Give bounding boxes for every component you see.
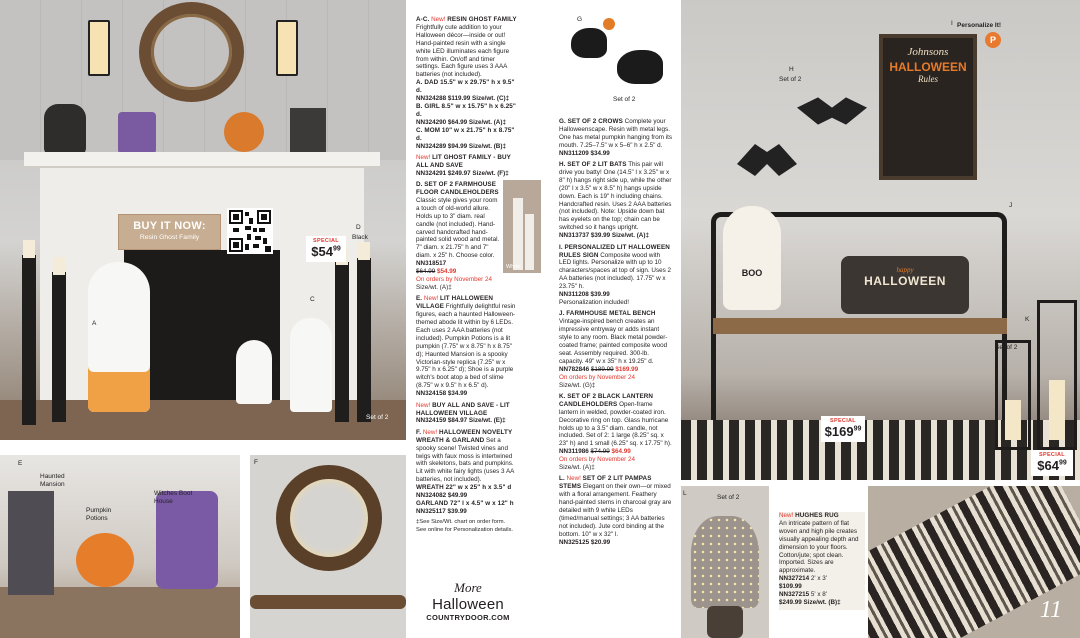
item-desc: Vintage-inspired bench creates an impressive entryway or adds instant style to any room. Black metal powder-coated frame; painted composite wood seat. Assembly required. 300-lb. capacity. 49" w x 35" h x 19.25" d.: [559, 318, 668, 365]
candle: [53, 257, 65, 275]
candleholder-black-right-2: [357, 258, 371, 422]
more-label: More: [454, 580, 482, 595]
item-title: SET OF 2 FARMHOUSE FLOOR CANDLEHOLDERS: [416, 181, 499, 197]
crow-figure-2: [617, 50, 663, 84]
bench-room-photo: [681, 0, 1080, 480]
sale-price: $54.99: [437, 268, 457, 276]
rug-size: 5' x 8': [810, 591, 827, 599]
item-letter: F.: [416, 428, 422, 436]
new-tag: New!: [566, 475, 581, 483]
fireplace-photo: [0, 0, 406, 440]
item-letter: K.: [559, 392, 566, 400]
halloween-label: Halloween: [432, 596, 504, 613]
item-desc: Set a spooky scene! Twisted vines and twigs with faux moss is intertwined with skeletons, bats and pumpkins. Lit with white fairy lights (uses 3 AA batteries, not included).: [416, 436, 514, 484]
item-letter: H.: [559, 161, 566, 169]
label-set-of-2-lanterns: Set of 2: [995, 344, 1018, 351]
ghost-girl: [236, 340, 272, 404]
old-price: $64.99: [416, 268, 436, 276]
bench-seat: [713, 318, 1007, 334]
buy-it-now-sub: Resin Ghost Family: [139, 234, 200, 241]
item-price: NN311209 $34.99: [559, 149, 610, 157]
wall-sconce-right: [276, 20, 298, 76]
label-set-of-2: Set of 2: [366, 414, 389, 421]
item-letter: D.: [416, 181, 423, 189]
label-d: D: [356, 224, 361, 231]
product-column-2: [559, 118, 673, 550]
new-tag: New!: [431, 16, 446, 23]
item-desc: Classic style gives your room a touch of old-world allure. Holds up to 3" diam. real candle (not included). Hand-carved handcrafted hand-painted solid wood and metal. 7" diam. x 21.75" h and 7" diam. x 25" h. Choose color.: [416, 196, 500, 260]
item-price: NN313737 $39.99 Size/wt. (A)‡: [559, 232, 649, 240]
novelty-wreath: [276, 465, 382, 571]
new-tag: New!: [422, 428, 438, 436]
candle: [1005, 400, 1021, 440]
pillow-text: HALLOWEEN: [864, 274, 946, 288]
item-desc: Elegant on their own—or mixed with a floral arrangement. Feathery hand-painted stems in charcoal gray are detailed with 9 white LEDs (timed/manual settings; 3 AA batteries not included). Jute cord binding at the bottom. 10" w x 32" l.: [559, 483, 672, 538]
halloween-pillow: [841, 256, 969, 314]
ghost-dad: [88, 262, 150, 412]
item-title: SET OF 2 CROWS: [567, 118, 623, 125]
special-price-cents: 99: [1058, 459, 1067, 467]
buy-it-now-callout[interactable]: [118, 214, 221, 250]
sign-title: HALLOWEEN: [889, 60, 967, 74]
item-sku: NN318517: [416, 260, 447, 268]
footnote-personalize: See online for Personalization details.: [416, 527, 513, 534]
item-desc: Frightfully cute addition to your Halloween décor—inside or out! Hand-painted resin with a single white LED illuminates each figure from within. On/off and timer settings. Each figure uses 3 AAA batteries (not included).: [416, 23, 510, 79]
new-tag: New!: [779, 512, 794, 519]
item-price: NN324291 $249.97 Size/wt. (F)‡: [416, 169, 509, 177]
variant-line: WREATH 22" w x 25" h x 3.5" d: [416, 484, 512, 492]
special-label: SPECIAL: [830, 418, 856, 424]
special-price-badge: [821, 416, 865, 442]
item-sku: NN327215: [779, 591, 810, 599]
order-deadline: On orders by November 24: [559, 373, 635, 381]
label-e: E: [18, 460, 23, 467]
label-haunted: Haunted Mansion: [40, 473, 65, 488]
item-price: $249.99 Size/wt. (B)‡: [779, 598, 841, 606]
item-title: HALLOWEEN NOVELTY WREATH & GARLAND: [416, 428, 513, 444]
pampas-stems: [691, 516, 759, 608]
garland: [250, 595, 406, 609]
item-desc: Open-frame lantern in welded, powder-coated iron. Decorative ring on top. Glass hurricane holds up to a 3.5" diam. candle, not included. Set of 2: 1 large (8.25" sq. x 23" h) and 1 small (6.25" sq. x 17.75" h).: [559, 400, 672, 448]
variant-price: NN324288 $119.99 Size/wt. (C)‡: [416, 95, 510, 103]
label-pumpkin: Pumpkin Potions: [86, 507, 112, 522]
variant-line: C. MOM 10" w x 21.75" h x 8.75" d.: [416, 126, 515, 142]
item-letter: G.: [559, 118, 566, 125]
wall-sconce-left: [88, 20, 110, 76]
variant-line: B. GIRL 8.5" w x 15.75" h x 6.25" d.: [416, 102, 516, 118]
site-link[interactable]: COUNTRYDOOR.COM: [426, 613, 510, 622]
rug-size: 2' x 3': [810, 575, 827, 583]
new-tag: New!: [416, 401, 431, 409]
mantel-shelf: [24, 152, 380, 168]
variant-line: GARLAND 72" l x 4.5" w x 12" h: [416, 499, 514, 507]
bat-upright: [797, 94, 867, 128]
mantel-haunted-house: [290, 108, 326, 154]
old-price: $74.99: [590, 448, 610, 456]
village-photo: [0, 455, 240, 638]
size-weight: Size/wt. (A)‡: [559, 464, 595, 472]
item-price: NN325125 $20.99: [559, 538, 611, 546]
item-title: RESIN GHOST FAMILY: [447, 16, 517, 23]
new-tag: New!: [423, 295, 439, 303]
candle: [1049, 380, 1065, 440]
variant-price: NN324082 $49.99: [416, 492, 468, 500]
sale-price: $64.99: [611, 448, 631, 456]
special-price-badge: [1031, 450, 1073, 476]
crow-pumpkin: [603, 18, 615, 30]
item-letter: A-C.: [416, 16, 430, 23]
item-title: SET OF 2 LIT BATS: [567, 161, 627, 169]
label-c: C: [310, 296, 315, 303]
special-price: $54: [311, 243, 333, 259]
item-title: HUGHES RUG: [795, 512, 839, 519]
item-price: $109.99: [779, 583, 802, 591]
candleholder-black-left-2: [52, 272, 66, 422]
size-weight: Size/wt. (G)‡: [559, 381, 596, 389]
item-title: BUY ALL AND SAVE - LIT HALLOWEEN VILLAGE: [416, 401, 510, 417]
label-j: J: [1009, 202, 1013, 209]
label-g: G: [577, 16, 583, 23]
more-halloween-block[interactable]: [416, 580, 520, 622]
pillow-small-text: happy: [896, 266, 914, 274]
item-desc: An intricate pattern of flat woven and high pile creates visually appealing depth and dimension to your floors. Cotton/jute; spot clean. Imported. Sizes are approximate.: [779, 519, 859, 575]
sale-price: $169.99: [615, 365, 639, 373]
label-k: K: [1025, 316, 1030, 323]
special-label: SPECIAL: [313, 238, 339, 244]
size-weight: Size/wt. (A)‡: [416, 283, 452, 291]
item-title: LIT GHOST FAMILY - BUY ALL AND SAVE: [416, 153, 511, 169]
candleholders-white-photo: [503, 180, 541, 273]
footnote-size: ‡See Size/Wt. chart on order form.: [416, 519, 506, 526]
mantel-house-figure: [118, 112, 156, 154]
halloween-rules-sign: [879, 34, 977, 180]
item-title: FARMHOUSE METAL BENCH: [566, 310, 656, 318]
item-desc: Composite wood with LED lights. Personalize with up to 10 characters/spaces at top of sign. Uses 2 AA batteries (not included). 17.75" w x 23.75" h.: [559, 251, 672, 291]
special-label: SPECIAL: [1039, 452, 1065, 458]
haunted-mansion-figure: [8, 491, 54, 595]
variant-price: NN324289 $94.99 Size/wt. (B)‡: [416, 142, 506, 150]
personalize-icon: P: [985, 32, 1001, 48]
candleholder-white: [513, 198, 523, 270]
item-letter: L.: [559, 475, 565, 483]
special-price-cents: 99: [853, 425, 862, 433]
variant-price: NN325117 $39.99: [416, 507, 467, 515]
ghost-mom: [290, 318, 332, 412]
item-title: SET OF 2 LIT PAMPAS STEMS: [559, 475, 652, 491]
variant-line: A. DAD 15.5" w x 29.75" h x 9.5" d.: [416, 79, 515, 95]
sign-rules: Rules: [918, 74, 938, 84]
special-price-badge: [306, 236, 346, 262]
label-witches: Witches Boot House: [154, 490, 193, 505]
item-desc: Complete your Halloweenscape. Resin with metal legs. One has metal pumpkin hanging from its mouth. 7.25–7.5" w x 5–6" h x 2.5" d.: [559, 118, 673, 149]
item-desc: Frightfully delightful resin figures, each a haunted Halloween-themed abode lit within by 6 LEDs. Each uses 2 AAA batteries (not included). Pumpkin Potions is a lit pumpkin (7.75" w x 8.75" h x 8.75" d); Haunted Mansion is a spooky Victorian-style replica (7.25" w x 9.75" h x 6.25" d); Shoe is a purple witch's boot atop a bed of slime (8.75" w x 9.5" h x 6.5" d).: [416, 303, 516, 390]
item-sku: NN782846: [559, 365, 590, 373]
item-title: PERSONALIZED LIT HALLOWEEN RULES SIGN: [559, 243, 670, 259]
item-price: NN324159 $84.97 Size/wt. (E)‡: [416, 417, 506, 425]
new-tag: New!: [416, 153, 431, 161]
vase: [44, 104, 86, 156]
label-a: A: [92, 320, 97, 327]
pumpkin-potions-figure: [76, 533, 134, 587]
special-price: $169: [824, 423, 854, 439]
boo-text: BOO: [741, 268, 763, 278]
label-h: H: [789, 66, 794, 73]
mantel-pumpkin: [224, 112, 264, 152]
label-f: F: [254, 459, 258, 466]
label-b: B: [274, 364, 279, 371]
special-price: $64: [1037, 457, 1059, 473]
label-set-of-2-stems: Set of 2: [717, 494, 740, 501]
item-title: SET OF 2 BLACK LANTERN CANDLEHOLDERS: [559, 392, 654, 408]
qr-code-icon[interactable]: [227, 208, 273, 254]
personalization-note: Personalization included!: [559, 298, 630, 306]
label-l: L: [683, 490, 687, 497]
item-letter: E.: [416, 295, 423, 303]
order-deadline: On orders by November 24: [416, 276, 492, 283]
item-sku: NN327214: [779, 575, 810, 583]
boo-ghost-pillow: [723, 206, 781, 310]
personalize-label: Personalize It!: [957, 22, 1002, 29]
wreath-garland-photo: [250, 455, 406, 638]
item-desc: This pair will drive you batty! One (14.5" l x 3.25" w x 8" h) hangs right side up, while the other (20" l x 3.5" w x 8.5" h) hangs upside down. Each is 19" h including chains. Handcrafted resin. Uses 2 AAA batteries (not included). Note: Upside down bat has eyelets on the top; chain can be switched so it hangs upright.: [559, 161, 672, 232]
label-black: Black: [352, 234, 368, 241]
order-deadline: On orders by November 24: [559, 456, 635, 464]
pampas-stems-photo: [681, 486, 769, 638]
vase: [707, 606, 743, 638]
product-column-3: [779, 512, 865, 610]
candleholder-white-2: [525, 214, 534, 270]
item-price: NN311208 $39.99: [559, 291, 610, 299]
special-price-cents: 99: [332, 245, 341, 253]
item-price: NN324158 $34.99: [416, 390, 468, 398]
item-sku: NN311986: [559, 448, 589, 456]
crows-photo: [557, 8, 675, 108]
page-number: 11: [1039, 597, 1062, 623]
bat-upside-down: [737, 140, 797, 180]
wreath: [139, 2, 244, 102]
label-i: I: [951, 20, 953, 27]
sign-name: Johnsons: [907, 46, 949, 58]
candleholder-black-left: [22, 255, 36, 425]
label-set-of-2-crows: Set of 2: [613, 96, 636, 103]
old-price: $189.99: [590, 365, 614, 373]
label-set-of-2-bats: Set of 2: [779, 76, 802, 83]
product-column-1: [416, 16, 521, 539]
item-letter: I.: [559, 243, 563, 251]
crow-figure: [571, 28, 607, 58]
witches-boot-figure: [156, 491, 218, 589]
candle: [358, 242, 370, 260]
label-white: White: [506, 264, 521, 270]
buy-it-now-title: BUY IT NOW:: [133, 220, 206, 232]
item-title: LIT HALLOWEEN VILLAGE: [416, 295, 494, 311]
candleholder-black-right: [335, 262, 349, 422]
candle: [23, 240, 35, 258]
item-letter: J.: [559, 310, 565, 318]
variant-price: NN324290 $64.99 Size/wt. (A)‡: [416, 118, 506, 126]
hughes-rug-photo: [868, 486, 1080, 638]
